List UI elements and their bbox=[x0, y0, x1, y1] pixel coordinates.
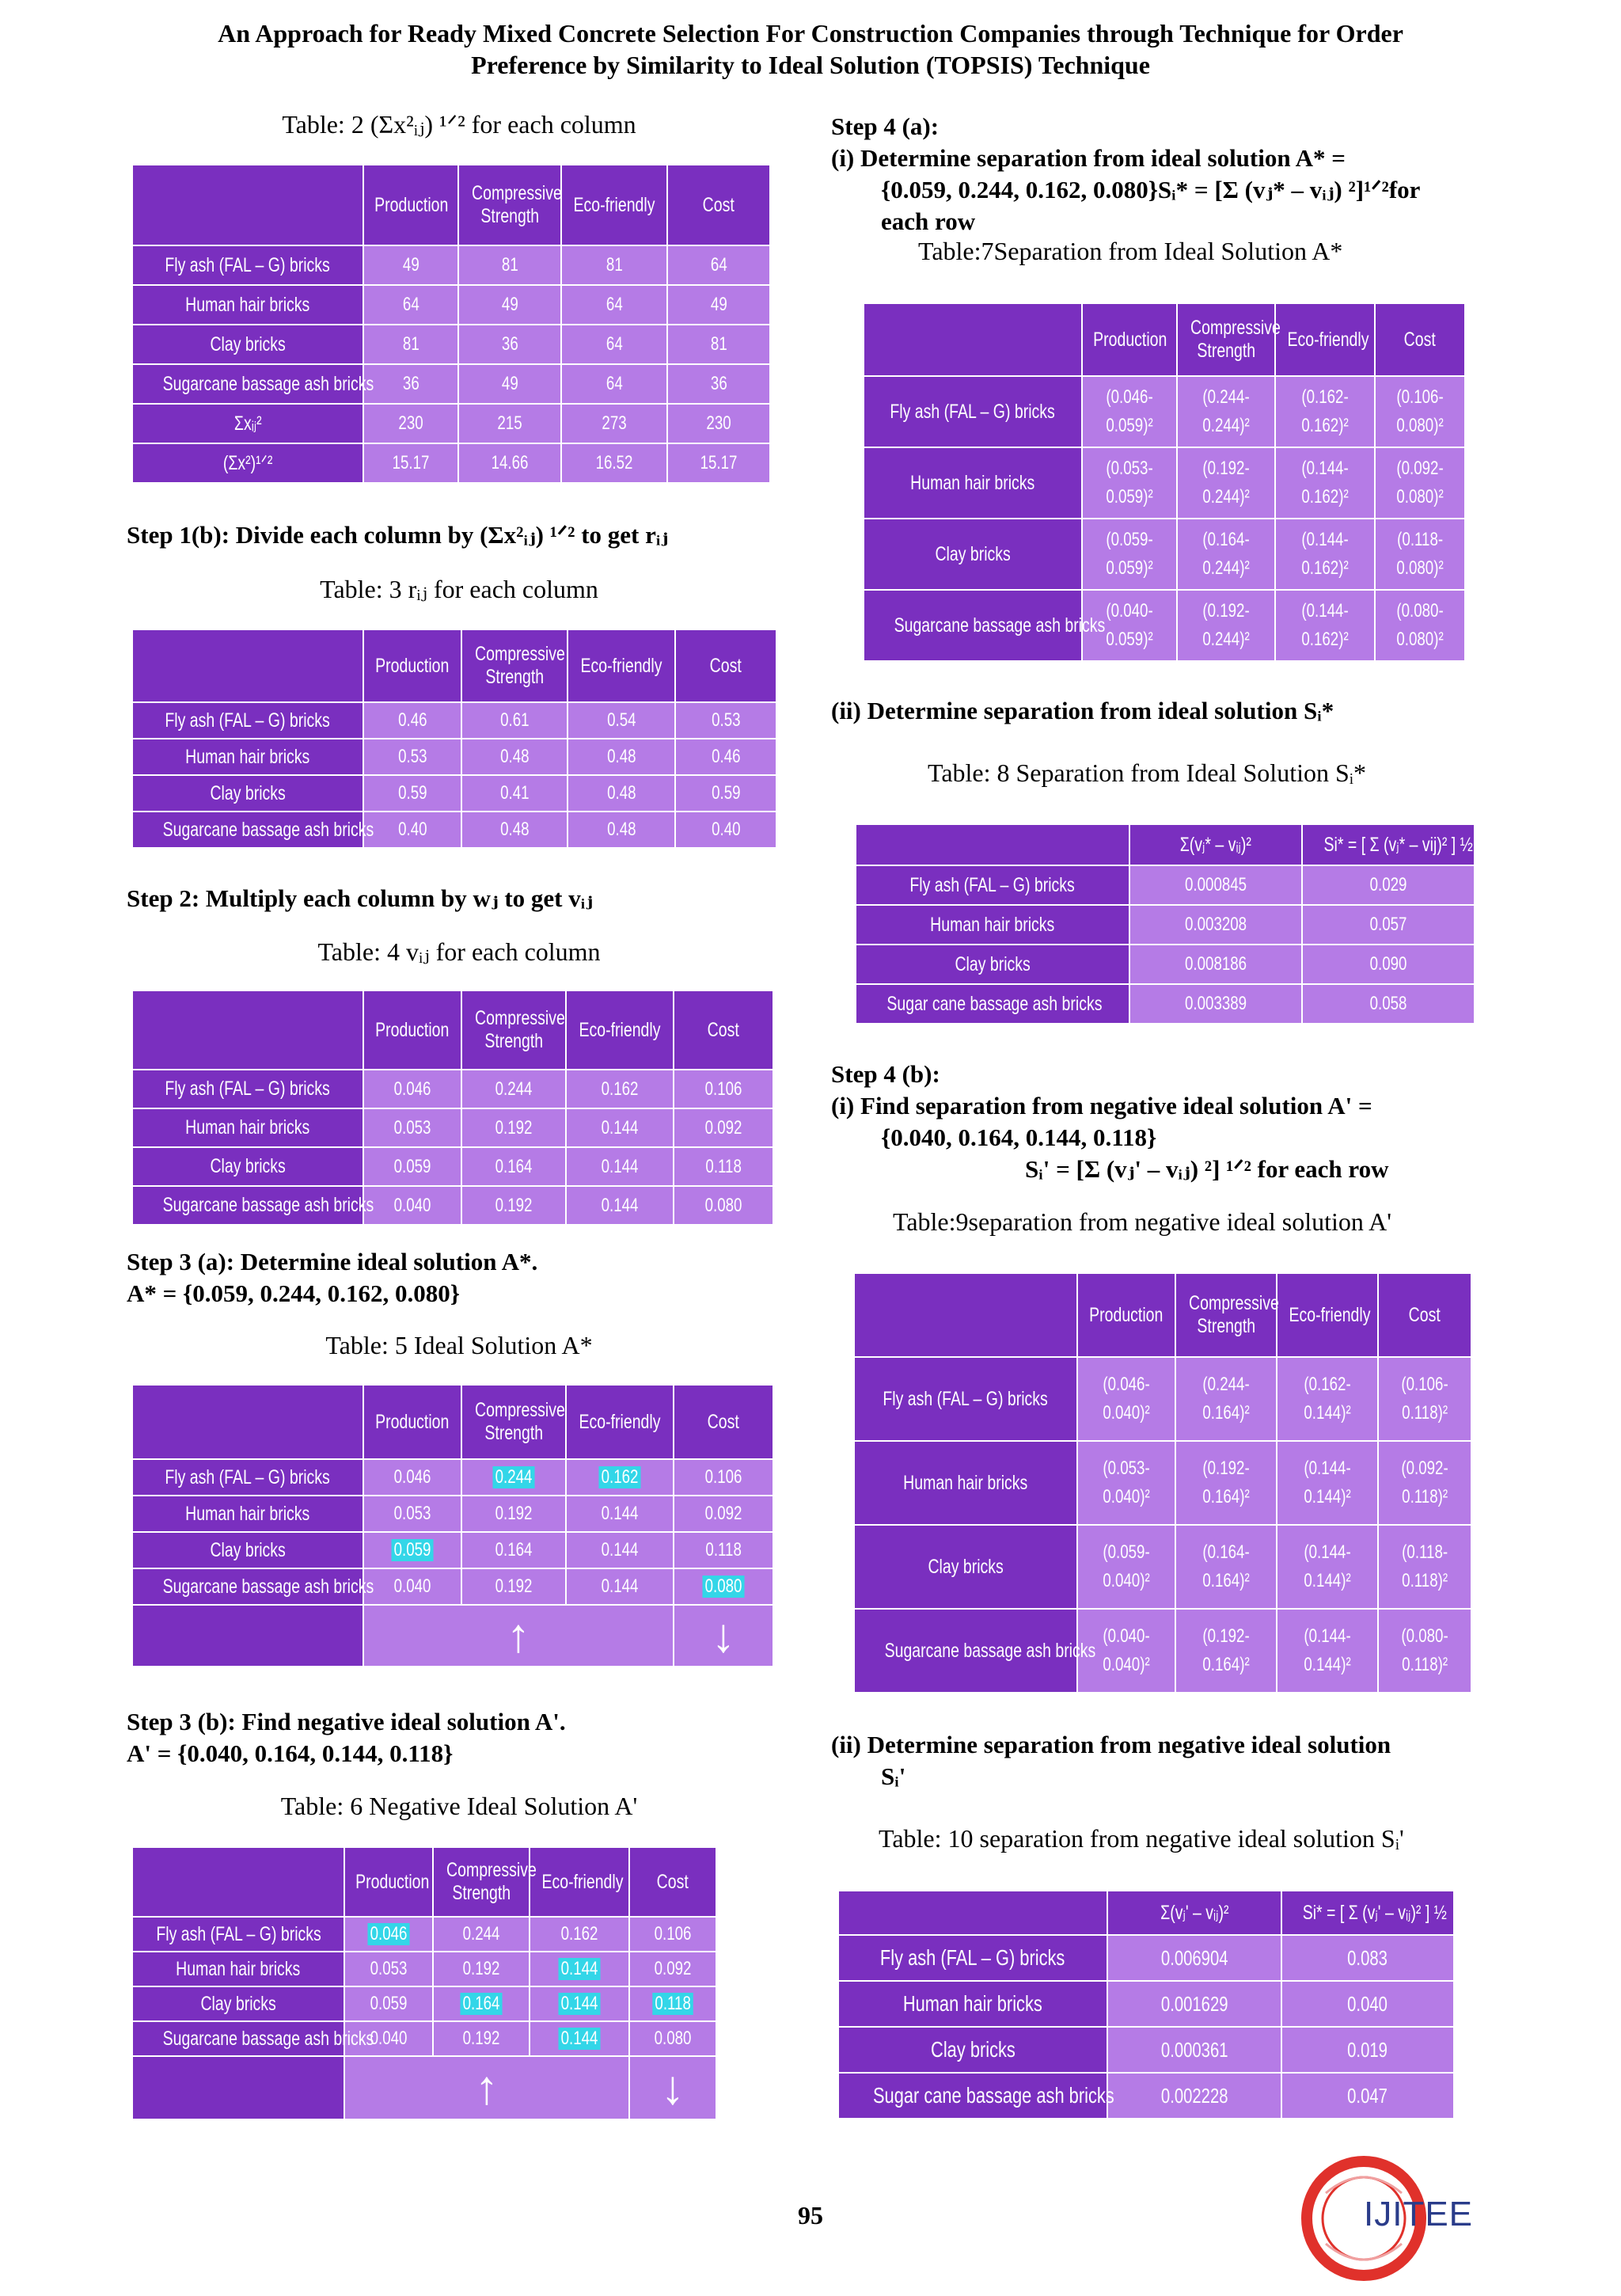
table-row: Fly ash (FAL – G) bricks (0.046- 0.059)² (0.244- 0.244)² (0.162- 0.162)² (0.106- 0.080)² bbox=[864, 376, 1465, 447]
table-10 bbox=[837, 1890, 1455, 2119]
col-header-sum-sq: Σ(vⱼ' – vᵢⱼ)² bbox=[1107, 1891, 1281, 1935]
logo-text: IJITEE bbox=[1364, 2195, 1474, 2233]
table-row: Human hair bricks (0.053- 0.040)² (0.192- 0.164)² (0.144- 0.144)² (0.092- 0.118)² bbox=[854, 1441, 1471, 1525]
table4-caption: Table: 4 vᵢⱼ for each column bbox=[317, 937, 601, 966]
table-row: Clay bricks 0.059 0.164 0.144 0.118 bbox=[132, 1986, 716, 2021]
table-row: Clay bricks 0.59 0.41 0.48 0.59 bbox=[132, 775, 776, 812]
highlight-cell: 0.046 bbox=[367, 1923, 409, 1945]
col-header-eco: Eco-friendly bbox=[568, 629, 675, 702]
highlight-cell: 0.118 bbox=[652, 1993, 693, 2015]
col-header-cost: Cost bbox=[1378, 1273, 1471, 1357]
journal-logo bbox=[1302, 2146, 1500, 2292]
step-4b-heading: Step 4 (b): bbox=[831, 1060, 940, 1088]
col-header-production: Production bbox=[363, 629, 461, 702]
table-row-arrows bbox=[132, 1605, 773, 1667]
table-row: Fly ash (FAL – G) bricks 0.000845 0.029 bbox=[856, 865, 1475, 905]
arrow-up-icon: ↑ bbox=[475, 2061, 499, 2114]
step-1b-heading: Step 1(b): Divide each column by (Σx²ᵢⱼ) ¹ᐟ² to get rᵢⱼ bbox=[127, 521, 669, 549]
col-header-production: Production bbox=[363, 990, 461, 1070]
table-row: Clay bricks (0.059- 0.040)² (0.164- 0.164)² (0.144- 0.144)² (0.118- 0.118)² bbox=[854, 1525, 1471, 1609]
col-header-eco: Eco-friendly bbox=[566, 1385, 674, 1459]
table-row: Sugar cane bassage ash bricks 0.003389 0.058 bbox=[856, 984, 1475, 1024]
col-header-production: Production bbox=[1082, 303, 1177, 376]
table-corner bbox=[132, 165, 363, 245]
highlight-cell: 0.164 bbox=[460, 1993, 502, 2015]
table6-caption: Table: 6 Negative Ideal Solution A' bbox=[280, 1792, 638, 1820]
table-row: Human hair bricks 64 49 64 49 bbox=[132, 285, 770, 325]
table-5 bbox=[131, 1384, 774, 1667]
col-header-compressive: Compressive Strength bbox=[461, 990, 566, 1070]
col-header-compressive: Compressive Strength bbox=[1177, 303, 1275, 376]
table8-caption: Table: 8 Separation from Ideal Solution Sᵢ* bbox=[928, 758, 1366, 787]
table-row: Fly ash (FAL – G) bricks 0.046 0.244 0.162 0.106 bbox=[132, 1459, 773, 1496]
col-header-eco: Eco-friendly bbox=[561, 165, 667, 245]
table-row: Sugarcane bassage ash bricks 0.040 0.192 0.144 0.080 bbox=[132, 1568, 773, 1605]
table-row: Sugar cane bassage ash bricks 0.002228 0.047 bbox=[838, 2073, 1454, 2119]
table-row: Human hair bricks (0.053- 0.059)² (0.192- 0.244)² (0.144- 0.162)² (0.092- 0.080)² bbox=[864, 447, 1465, 519]
table-2 bbox=[131, 164, 771, 484]
table-row: Fly ash (FAL – G) bricks (0.046- 0.040)² (0.244- 0.164)² (0.162- 0.144)² (0.106- 0.118)² bbox=[854, 1357, 1471, 1441]
col-header-compressive: Compressive Strength bbox=[433, 1847, 530, 1917]
step-2-heading: Step 2: Multiply each column by wⱼ to get vᵢⱼ bbox=[127, 884, 593, 912]
table-row: Human hair bricks 0.053 0.192 0.144 0.092 bbox=[132, 1108, 773, 1147]
table-row: Clay bricks (0.059- 0.059)² (0.164- 0.244)² (0.144- 0.162)² (0.118- 0.080)² bbox=[864, 519, 1465, 590]
table-row: Human hair bricks 0.53 0.48 0.48 0.46 bbox=[132, 739, 776, 775]
table-row: Sugarcane bassage ash bricks 0.040 0.192 0.144 0.080 bbox=[132, 2021, 716, 2056]
step-4a-i: (i) Determine separation from ideal solution A* = {0.059, 0.244, 0.162, 0.080}Sᵢ* = [Σ (vⱼ* – vᵢⱼ) ²]¹ᐟ²for each row bbox=[831, 144, 1421, 235]
table5-caption: Table: 5 Ideal Solution A* bbox=[325, 1331, 593, 1359]
table-6 bbox=[131, 1846, 717, 2120]
col-header-cost: Cost bbox=[674, 1385, 773, 1459]
table-row: Fly ash (FAL – G) bricks 0.046 0.244 0.162 0.106 bbox=[132, 1070, 773, 1108]
step-4b-ii: (ii) Determine separation from negative ideal solution Sᵢ' bbox=[831, 1731, 1391, 1790]
paper-title bbox=[0, 17, 1621, 81]
arrow-up-icon: ↑ bbox=[507, 1609, 530, 1662]
table-row: Fly ash (FAL – G) bricks 0.046 0.244 0.162 0.106 bbox=[132, 1917, 716, 1952]
highlight-cell: 0.244 bbox=[492, 1466, 534, 1488]
table-row: Fly ash (FAL – G) bricks 0.46 0.61 0.54 0.53 bbox=[132, 702, 776, 739]
table-row-root: (Σx²)¹ᐟ² 15.17 14.66 16.52 15.17 bbox=[132, 443, 770, 483]
col-header-compressive: Compressive Strength bbox=[461, 1385, 566, 1459]
table3-caption: Table: 3 rᵢⱼ for each column bbox=[320, 575, 598, 603]
table-row: Sugarcane bassage ash bricks (0.040- 0.040)² (0.192- 0.164)² (0.144- 0.144)² (0.080- 0.118)² bbox=[854, 1609, 1471, 1693]
col-header-production: Production bbox=[344, 1847, 433, 1917]
col-header-separation: Si* = [ Σ (vⱼ' – vᵢⱼ)² ] ½ bbox=[1281, 1891, 1454, 1935]
col-header-production: Production bbox=[1077, 1273, 1175, 1357]
arrow-down-icon: ↓ bbox=[661, 2061, 685, 2114]
step-4a-ii: (ii) Determine separation from ideal solution Sᵢ* bbox=[831, 697, 1334, 724]
table-row: Sugarcane bassage ash bricks 0.040 0.192 0.144 0.080 bbox=[132, 1186, 773, 1225]
table9-caption: Table:9separation from negative ideal solution A' bbox=[893, 1207, 1392, 1236]
col-header-compressive: Compressive Strength bbox=[461, 629, 568, 702]
step-4a-heading: Step 4 (a): bbox=[831, 112, 940, 140]
table10-caption: Table: 10 separation from negative ideal solution Sᵢ' bbox=[879, 1824, 1404, 1853]
table-8 bbox=[855, 823, 1475, 1024]
step-3b-heading: Step 3 (b): Find negative ideal solution A'. A' = {0.040, 0.164, 0.144, 0.118} bbox=[127, 1708, 566, 1767]
table-row: Clay bricks 0.059 0.164 0.144 0.118 bbox=[132, 1147, 773, 1186]
table-9 bbox=[853, 1272, 1472, 1693]
table-row: Sugarcane bassage ash bricks 0.40 0.48 0.48 0.40 bbox=[132, 812, 776, 848]
paper-title-line1: An Approach for Ready Mixed Concrete Selection For Construction Companies through Technique for Order bbox=[218, 19, 1403, 48]
col-header-separation: Si* = [ Σ (vⱼ* – vij)² ] ½ bbox=[1302, 824, 1475, 865]
table-row: Human hair bricks 0.053 0.192 0.144 0.092 bbox=[132, 1952, 716, 1986]
highlight-cell: 0.162 bbox=[598, 1466, 640, 1488]
table2-caption: Table: 2 (Σx²ᵢⱼ) ¹ᐟ² for each column bbox=[282, 110, 636, 139]
table-row: Clay bricks 81 36 64 81 bbox=[132, 325, 770, 364]
table-row: Sugarcane bassage ash bricks 36 49 64 36 bbox=[132, 364, 770, 404]
col-header-eco: Eco-friendly bbox=[530, 1847, 629, 1917]
highlight-cell: 0.144 bbox=[558, 1958, 600, 1980]
table-row: Fly ash (FAL – G) bricks 0.006904 0.083 bbox=[838, 1935, 1454, 1981]
col-header-production: Production bbox=[363, 1385, 461, 1459]
step-3a-heading: Step 3 (a): Determine ideal solution A*. A* = {0.059, 0.244, 0.162, 0.080} bbox=[127, 1248, 538, 1307]
table-row: Fly ash (FAL – G) bricks 49 81 81 64 bbox=[132, 245, 770, 285]
col-header-cost: Cost bbox=[675, 629, 776, 702]
table-row: Human hair bricks 0.001629 0.040 bbox=[838, 1981, 1454, 2027]
table-row: Clay bricks 0.059 0.164 0.144 0.118 bbox=[132, 1532, 773, 1568]
table-4 bbox=[131, 990, 774, 1226]
col-header-eco: Eco-friendly bbox=[566, 990, 674, 1070]
col-header-compressive: Compressive Strength bbox=[458, 165, 561, 245]
highlight-cell: 0.144 bbox=[558, 2028, 600, 2050]
col-header-eco: Eco-friendly bbox=[1275, 303, 1375, 376]
arrow-down-icon: ↓ bbox=[712, 1609, 735, 1662]
table-3 bbox=[131, 629, 777, 849]
highlight-cell: 0.080 bbox=[702, 1576, 744, 1598]
table-row: Human hair bricks 0.053 0.192 0.144 0.092 bbox=[132, 1496, 773, 1532]
col-header-cost: Cost bbox=[1375, 303, 1465, 376]
table-row: Clay bricks 0.008186 0.090 bbox=[856, 945, 1475, 984]
table7-caption: Table:7Separation from Ideal Solution A* bbox=[918, 237, 1343, 265]
table-row-sum: Σxᵢⱼ² 230 215 273 230 bbox=[132, 404, 770, 443]
table-7 bbox=[863, 302, 1466, 662]
table-row: Sugarcane bassage ash bricks (0.040- 0.059)² (0.192- 0.244)² (0.144- 0.162)² (0.080- 0.080)² bbox=[864, 590, 1465, 661]
col-header-production: Production bbox=[363, 165, 458, 245]
step-4b-i: (i) Find separation from negative ideal solution A' = {0.040, 0.164, 0.144, 0.118} Sᵢ' = [Σ (vⱼ' – vᵢⱼ) ²] ¹ᐟ² for each row bbox=[831, 1092, 1389, 1183]
highlight-cell: 0.144 bbox=[558, 1993, 600, 2015]
page-number: 95 bbox=[798, 2201, 823, 2229]
highlight-cell: 0.059 bbox=[391, 1539, 433, 1561]
col-header-cost: Cost bbox=[629, 1847, 716, 1917]
col-header-cost: Cost bbox=[674, 990, 773, 1070]
col-header-compressive: Compressive Strength bbox=[1175, 1273, 1277, 1357]
table-row-arrows bbox=[132, 2056, 716, 2119]
table-row: Clay bricks 0.000361 0.019 bbox=[838, 2027, 1454, 2073]
col-header-cost: Cost bbox=[667, 165, 770, 245]
paper-title-line2: Preference by Similarity to Ideal Solution (TOPSIS) Technique bbox=[471, 51, 1150, 79]
table-row: Human hair bricks 0.003208 0.057 bbox=[856, 905, 1475, 945]
col-header-sum-sq: Σ(vⱼ* – vᵢⱼ)² bbox=[1129, 824, 1302, 865]
col-header-eco: Eco-friendly bbox=[1277, 1273, 1378, 1357]
